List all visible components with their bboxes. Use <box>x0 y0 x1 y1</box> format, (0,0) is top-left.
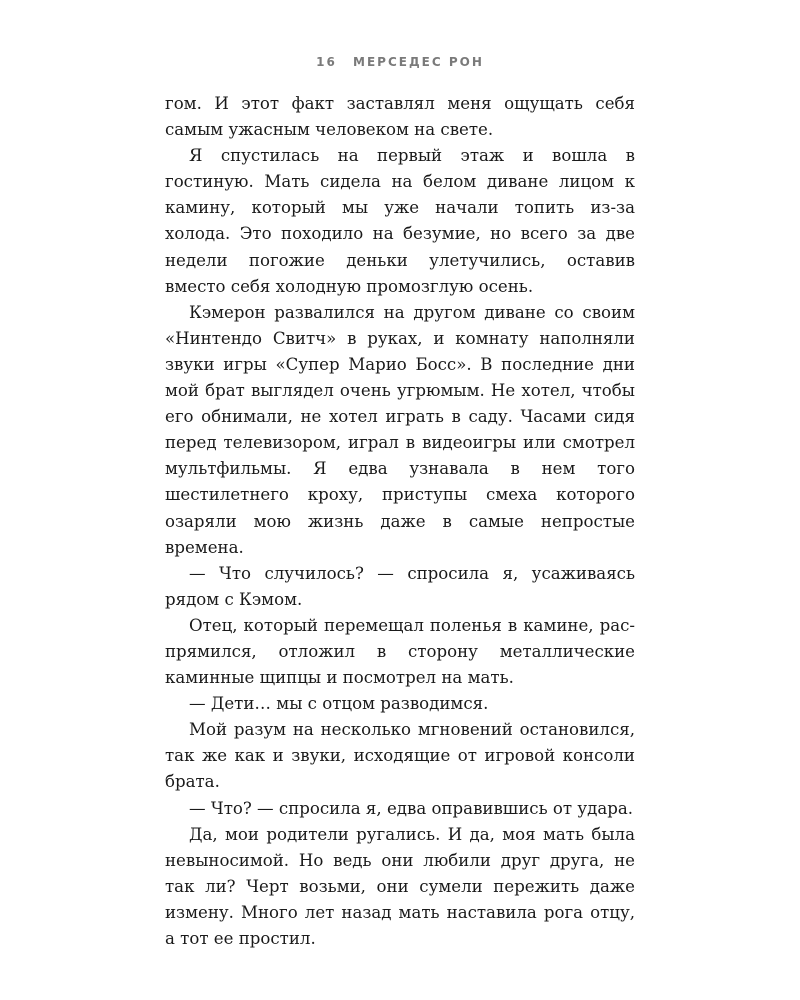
paragraph: — Что? — спросила я, едва оправившись от удара. <box>189 798 634 818</box>
paragraph: — Дети… мы с отцом разводимся. <box>189 694 489 714</box>
author-name: МЕРСЕДЕС РОН <box>353 55 484 69</box>
paragraph: Мой разум на несколько мгновений остановился, так же как и звуки, исходящие от игровой консоли брата. <box>165 720 635 792</box>
paragraph: Да, мои родители ругались. И да, моя мать была невыносимой. Но ведь они любили друг друга, не так ли? Черт возьми, они сумели пережить даже измену. Много лет назад мать наставила рога отцу, а тот ее простил. <box>165 824 635 948</box>
paragraph: Отец, который перемещал поленья в камине, распрямился, отложил в сторону металлические каминные щипцы и посмотрел на мать. <box>165 615 635 688</box>
running-head <box>0 55 800 69</box>
paragraph: Я спустилась на первый этаж и вошла в гостиную. Мать сидела на белом диване лицом к камину, который мы уже начали топить из-за холода. Это походило на безумие, но всего за две недели погожие деньки улетучились, оставив вместо себя холодную промозглую осень. <box>165 146 635 296</box>
paragraph: гом. И этот факт заставлял меня ощущать себя самым ужасным человеком на свете. <box>165 94 635 140</box>
paragraph: Кэмерон развалился на другом диване со своим «Нинтендо Свитч» в руках, и комнату наполняли звуки игры «Супер Марио Босс». В последние дни мой брат выглядел очень угрюмым. Не хотел, чтобы его обнимали, не хотел играть в саду. Часами сидя перед телевизором, играл в видеоигры или смотрел мультфильмы. Я едва узнавала в нем того шестилетнего кроху, приступы смеха которого озаряли мою жизнь даже в самые непростые времена. <box>165 302 635 557</box>
body-text <box>165 91 635 952</box>
paragraph: — Что случилось? — спросила я, усаживаясь рядом с Кэмом. <box>165 563 635 609</box>
page-number: 16 <box>316 55 337 69</box>
